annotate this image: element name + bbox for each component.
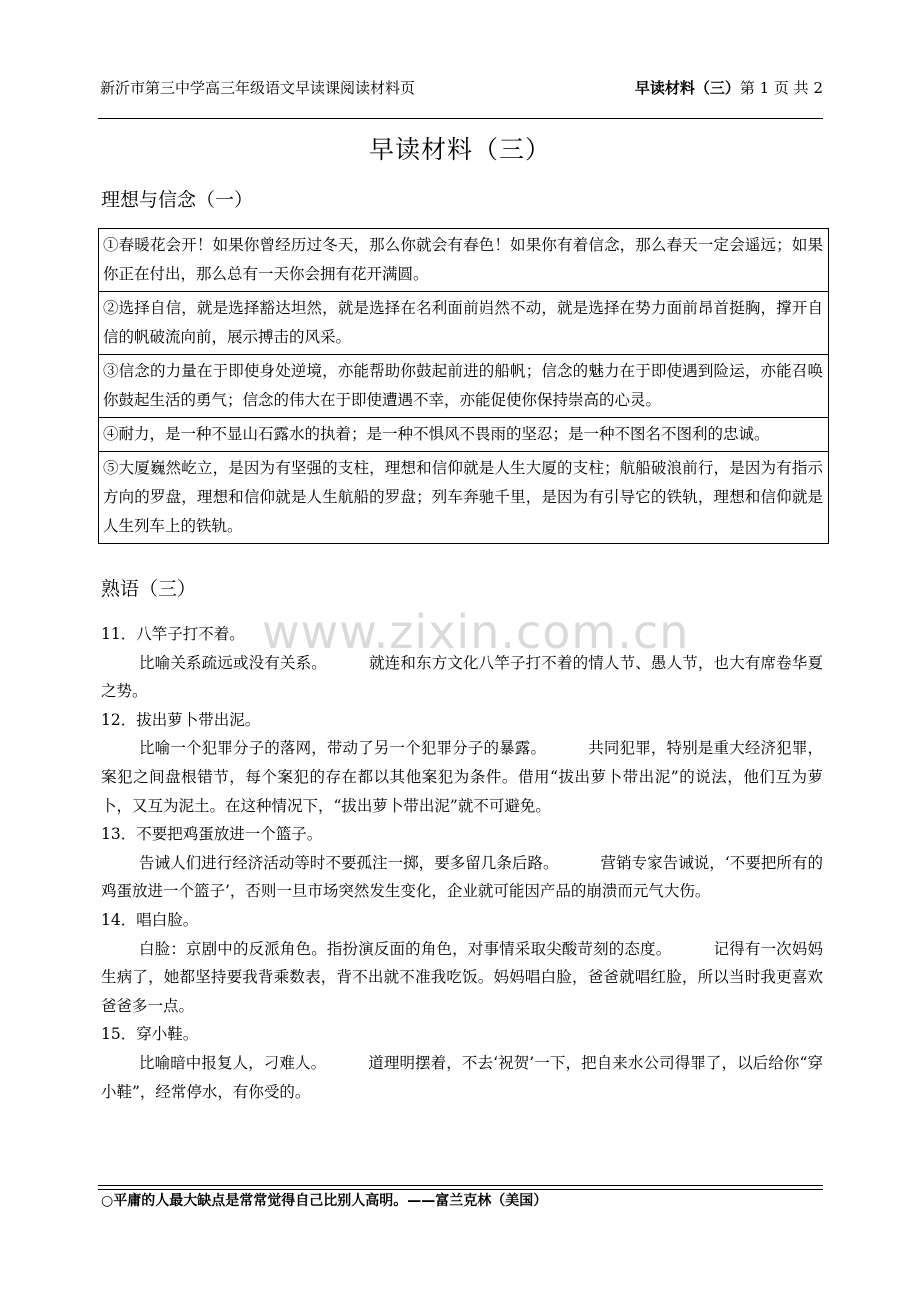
table-row <box>99 418 829 452</box>
idiom-title: 12．拔出萝卜带出泥。 <box>101 710 261 729</box>
footer-quote: ○平庸的人最大缺点是常常觉得自己比别人高明。——富兰克林（美国） <box>101 1193 548 1209</box>
quote-cell: ④耐力，是一种不显山石露水的执着；是一种不惧风不畏雨的坚忍；是一种不图名不图利的忠诚。 <box>99 418 829 452</box>
watermark-text: www.zixin.com.cn <box>262 605 690 659</box>
idiom-example: 共同犯罪，特别是重大经济犯罪，案犯之间盘根错节，每个案犯的存在都以其他案犯为条件。借用“拔出萝卜带出泥”的说法，他们互为萝卜，又互为泥土。在这种情况下，“拔出萝卜带出泥”就不可避免。 <box>101 739 823 815</box>
quote-cell: ①春暖花会开！如果你曾经历过冬天，那么你就会有春色！如果你有着信念，那么春天一定会遥远；如果你正在付出，那么总有一天你会拥有花开满圆。 <box>99 229 829 292</box>
table-row <box>99 452 829 544</box>
idiom-meaning: 比喻关系疏远或没有关系。 <box>139 653 327 672</box>
idiom-example: 道理明摆着，不去‘祝贺’一下，把自来水公司得罪了，以后给你“穿小鞋”，经常停水，有你受的。 <box>101 1053 823 1101</box>
idiom-example: 营销专家告诫说，‘不要把所有的鸡蛋放进一个篮子’，否则一旦市场突然发生变化，企业就可能因产品的崩溃而元气大伤。 <box>101 853 823 901</box>
idiom-meaning: 比喻一个犯罪分子的落网，带动了另一个犯罪分子的暴露。 <box>139 739 547 758</box>
idiom-title: 14．唱白脸。 <box>101 910 199 929</box>
idiom-meaning: 比喻暗中报复人，刁难人。 <box>139 1053 327 1072</box>
page-title: 早读材料（三） <box>368 135 551 164</box>
header-material-name: 早读材料（三） <box>634 79 740 97</box>
header-school-title: 新沂市第三中学高三年级语文早读课阅读材料页 <box>100 79 416 97</box>
list-item <box>101 1020 823 1106</box>
quotes-table <box>98 228 829 544</box>
list-item <box>101 906 823 1020</box>
list-item <box>101 620 823 706</box>
idiom-explanation <box>101 734 823 820</box>
idiom-explanation <box>101 649 823 706</box>
idiom-example: 就连和东方文化八竿子打不着的情人节、愚人节，也大有席卷华夏之势。 <box>101 653 823 701</box>
section-heading-ideals: 理想与信念（一） <box>101 189 254 211</box>
quote-cell: ②选择自信，就是选择豁达坦然，就是选择在名利面前岿然不动，就是选择在势力面前昂首挺胸，撑开自信的帆破流向前，展示搏击的风采。 <box>99 292 829 355</box>
idiom-title: 11．八竿子打不着。 <box>101 625 245 643</box>
idiom-example: 记得有一次妈妈生病了，她都坚持要我背乘数表，背不出就不准我吃饭。妈妈唱白脸，爸爸就唱红脸，所以当时我更喜欢爸爸多一点。 <box>101 939 823 1015</box>
section-heading-idioms: 熟语（三） <box>101 578 197 600</box>
table-row <box>99 292 829 355</box>
idiom-meaning: 告诫人们进行经济活动等时不要孤注一掷，要多留几条后路。 <box>139 853 559 872</box>
header-rule <box>98 118 823 119</box>
idiom-explanation <box>101 849 823 906</box>
list-item <box>101 820 823 906</box>
idiom-title: 13．不要把鸡蛋放进一个篮子。 <box>101 825 323 844</box>
idiom-meaning: 白脸：京剧中的反派角色。指扮演反面的角色，对事情采取尖酸苛刻的态度。 <box>139 939 672 958</box>
idiom-explanation <box>101 935 823 1021</box>
quote-cell: ⑤大厦巍然屹立，是因为有坚强的支柱，理想和信仰就是人生大厦的支柱；航船破浪前行，是因为有指示方向的罗盘，理想和信仰就是人生航船的罗盘；列车奔驰千里，是因为有引导它的铁轨，理想和信仰就是人生列车上的铁轨。 <box>99 452 829 544</box>
idiom-title: 15．穿小鞋。 <box>101 1025 199 1044</box>
table-row <box>99 229 829 292</box>
header-page-number: 第 1 页 共 2 <box>739 79 823 97</box>
list-item <box>101 706 823 820</box>
footer-rule-top <box>98 1185 823 1186</box>
quote-cell: ③信念的力量在于即使身处逆境，亦能帮助你鼓起前进的船帆；信念的魅力在于即使遇到险运，亦能召唤你鼓起生活的勇气；信念的伟大在于即使遭遇不幸，亦能促使你保持崇高的心灵。 <box>99 355 829 418</box>
header-page-info <box>635 77 823 99</box>
table-row <box>99 355 829 418</box>
idiom-list <box>101 620 823 1106</box>
idiom-explanation <box>101 1049 823 1106</box>
